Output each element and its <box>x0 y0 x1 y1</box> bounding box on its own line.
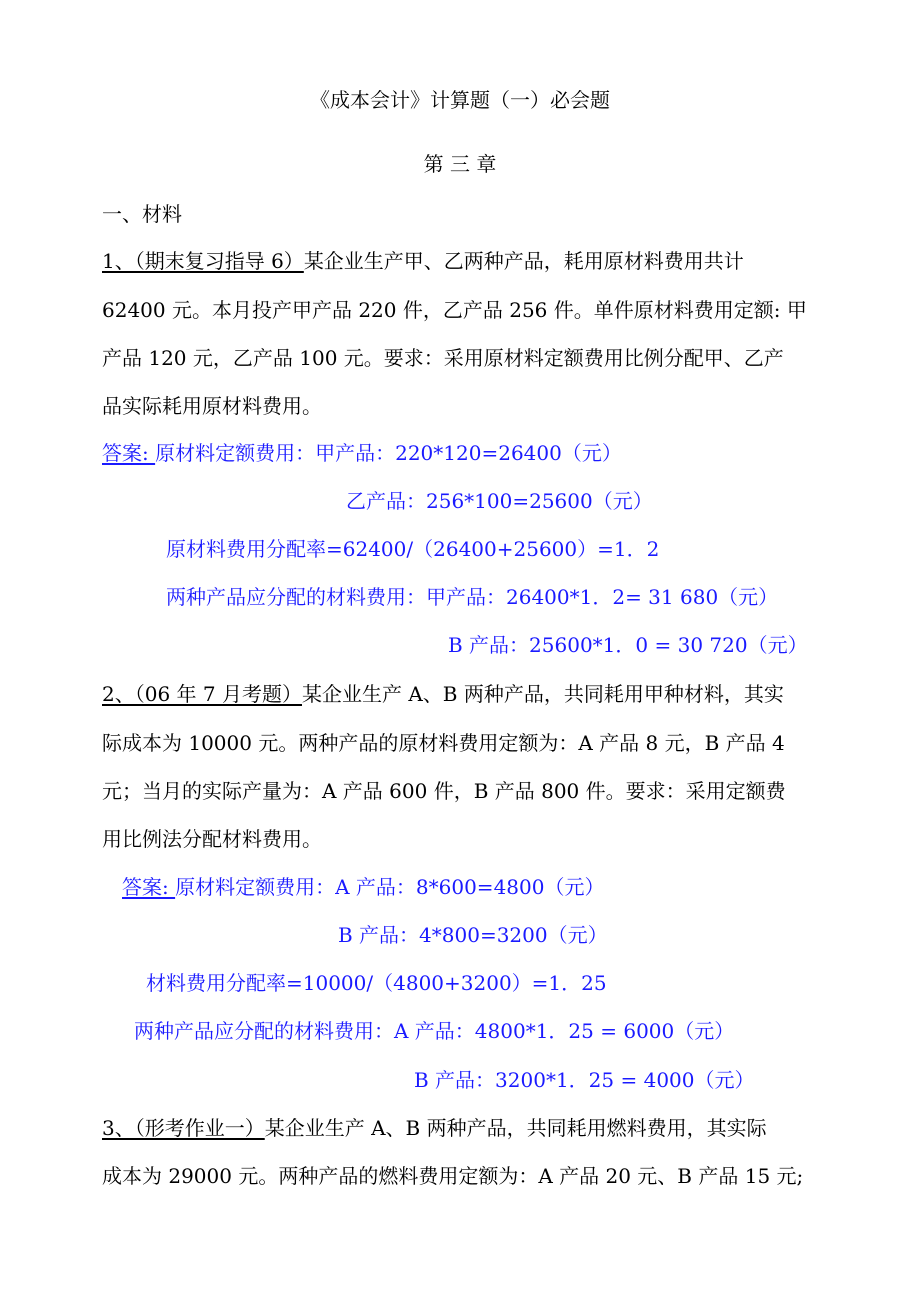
question-1-line-2: 62400 元。本月投产甲产品 220 件，乙产品 256 件。单件原材料费用定额: 甲 <box>102 298 807 322</box>
question-1-line-1 <box>102 247 744 275</box>
question-1-text: 某企业生产甲、乙两种产品，耗用原材料费用共计 <box>303 249 744 273</box>
answer-2-line-5: B 产品：3200*1．25 = 4000（元） <box>414 1068 755 1092</box>
answer-1-text: 原材料定额费用：甲产品：220*120=26400（元） <box>155 441 622 465</box>
answer-1-line-5: B 产品：25600*1．0 = 30 720（元） <box>448 633 808 657</box>
question-3-text: 某企业生产 A、B 两种产品，共同耗用燃料费用，其实际 <box>264 1116 767 1140</box>
chapter-heading: 第 三 章 <box>423 152 497 176</box>
answer-1-line-3: 原材料费用分配率=62400/（26400+25600）=1．2 <box>166 537 660 561</box>
question-2-line-1 <box>102 680 784 708</box>
question-2-label: 2、（06 年 7 月考题） <box>102 682 302 706</box>
answer-2-line-3: 材料费用分配率=10000/（4800+3200）=1．25 <box>146 971 607 995</box>
answer-1-line-4: 两种产品应分配的材料费用：甲产品：26400*1．2= 31 680（元） <box>166 585 779 609</box>
answer-1-line-1 <box>102 439 622 467</box>
answer-2-line-1 <box>122 873 604 901</box>
question-3-line-1 <box>102 1114 767 1142</box>
question-1-line-3: 产品 120 元，乙产品 100 元。要求：采用原材料定额费用比例分配甲、乙产 <box>102 346 784 370</box>
answer-1-line-2: 乙产品：256*100=25600（元） <box>346 489 653 513</box>
question-2-line-4: 用比例法分配材料费用。 <box>102 827 322 851</box>
question-2-text: 某企业生产 A、B 两种产品，共同耗用甲种材料，其实 <box>301 682 784 706</box>
document-title: 《成本会计》计算题（一）必会题 <box>310 88 610 112</box>
answer-2-line-2: B 产品：4*800=3200（元） <box>338 923 608 947</box>
answer-2-text: 原材料定额费用：A 产品：8*600=4800（元） <box>175 875 605 899</box>
question-2-line-2: 际成本为 10000 元。两种产品的原材料费用定额为：A 产品 8 元，B 产品 4 <box>102 731 785 755</box>
question-3-label: 3、（形考作业一） <box>102 1116 265 1140</box>
answer-2-label: 答案: <box>122 875 176 899</box>
answer-1-label: 答案: <box>102 441 156 465</box>
question-1-label: 1、（期末复习指导 6） <box>102 249 304 273</box>
question-3-line-2: 成本为 29000 元。两种产品的燃料费用定额为：A 产品 20 元、B 产品 15 元; <box>102 1164 804 1188</box>
section-heading: 一、材料 <box>102 202 182 226</box>
question-1-line-4: 品实际耗用原材料费用。 <box>102 394 322 418</box>
question-2-line-3: 元；当月的实际产量为：A 产品 600 件，B 产品 800 件。要求：采用定额费 <box>102 779 786 803</box>
answer-2-line-4: 两种产品应分配的材料费用：A 产品：4800*1．25 = 6000（元） <box>134 1019 735 1043</box>
